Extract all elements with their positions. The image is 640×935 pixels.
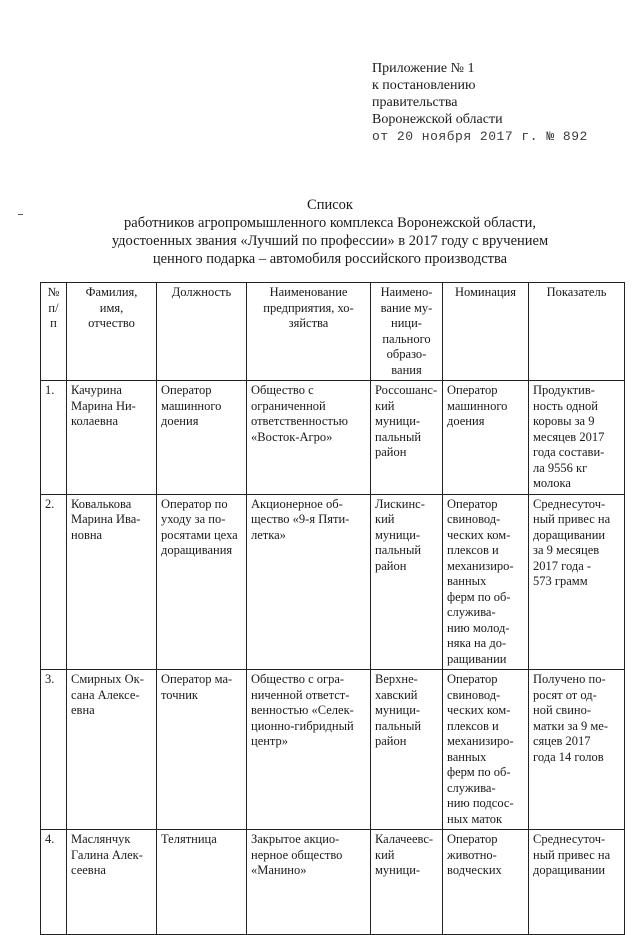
cell-line: муници- — [375, 414, 421, 428]
cell-line: механизиро- — [447, 558, 514, 573]
cell-line: ограниченной — [251, 398, 326, 413]
header-cell — [371, 283, 443, 381]
title-line: работников агропромышленного комплекса Воронежской области, — [124, 215, 536, 231]
cell-line: молока — [533, 476, 571, 490]
cell-line: Калачеевс- — [375, 832, 434, 846]
municipality-cell — [371, 830, 443, 935]
cell-line: ный привес на — [533, 512, 611, 526]
indicator-cell — [529, 830, 625, 935]
cell-line: Оператор — [447, 832, 498, 846]
position-cell — [157, 381, 247, 495]
cell-line: кий — [375, 847, 395, 862]
cell-line: ционно-гибридный — [251, 718, 354, 733]
cell-line: животно- — [447, 847, 497, 862]
cell-line: уходу за по- — [161, 512, 226, 526]
cell-line: муници- — [375, 527, 421, 542]
cell-line: свиновод- — [447, 512, 501, 526]
cell-line: точник — [161, 687, 198, 702]
position-cell — [157, 670, 247, 830]
cell-line: Марина Ни- — [71, 398, 136, 413]
cell-line: евна — [71, 703, 95, 717]
position-cell — [157, 830, 247, 935]
cell-line: доращивания — [161, 543, 233, 557]
cell-line: 573 грамм — [533, 574, 588, 588]
cell-line: Оператор по — [161, 496, 228, 511]
cell-line: зяйства — [288, 316, 329, 330]
cell-line: Должность — [171, 285, 232, 299]
title-line: удостоенных звания «Лучший по профессии» в 2017 году с вручением — [111, 233, 549, 249]
appendix-ref-line: к постановлению — [372, 78, 476, 93]
cell-line: месяцев 2017 — [533, 429, 605, 444]
cell-line: ной свино- — [533, 703, 591, 717]
cell-line: ванных — [447, 749, 487, 764]
cell-line: плексов и — [447, 718, 499, 733]
cell-line: колаевна — [71, 414, 118, 428]
cell-line: пального — [382, 331, 431, 346]
cell-line: доращивании — [533, 527, 606, 542]
header-cell — [67, 283, 157, 381]
cell-line: ращивании — [447, 651, 507, 666]
cell-line: ферм по об- — [447, 765, 511, 779]
cell-line: ческих ком- — [447, 527, 511, 542]
header-cell — [443, 283, 529, 381]
cell-line: 4. — [45, 832, 55, 846]
cell-line: район — [375, 734, 407, 748]
cell-line: муници- — [375, 703, 421, 717]
indicator-cell — [529, 381, 625, 495]
cell-line: свиновод- — [447, 687, 501, 702]
cell-line: ных маток — [447, 811, 503, 826]
awardees-table — [40, 282, 625, 935]
cell-line: муници- — [375, 863, 421, 877]
cell-line: Среднесуточ- — [533, 832, 606, 846]
header-cell — [157, 283, 247, 381]
cell-line: Марина Ива- — [71, 512, 141, 526]
cell-line: Лискинс- — [375, 496, 425, 511]
cell-line: кий — [375, 398, 395, 413]
cell-line: росятами цеха — [161, 527, 238, 542]
title-line: ценного подарка – автомобиля российского производства — [152, 251, 508, 267]
cell-line: предприятия, хо- — [263, 300, 354, 315]
cell-line: Акционерное об- — [251, 496, 343, 511]
cell-line: вания — [391, 362, 422, 377]
enterprise-cell — [247, 830, 371, 935]
nomination-cell — [443, 381, 529, 495]
full-name-cell — [67, 494, 157, 670]
row-number-cell — [41, 830, 67, 935]
cell-line: Фамилия, — [85, 285, 138, 299]
cell-line: Оператор — [161, 383, 212, 397]
cell-line: № — [47, 285, 60, 299]
cell-line: сана Алексе- — [71, 687, 140, 702]
cell-line: ници- — [391, 316, 422, 330]
cell-line: «Манино» — [251, 863, 307, 877]
cell-line: «Восток-Агро» — [251, 429, 333, 444]
cell-line: п — [50, 316, 57, 330]
table-row — [41, 494, 625, 670]
cell-line: пальный — [375, 429, 422, 444]
cell-line: Оператор — [447, 672, 498, 686]
enterprise-cell — [247, 381, 371, 495]
cell-line: пальный — [375, 718, 422, 733]
cell-line: Телятница — [161, 832, 217, 846]
cell-line: ниченной ответст- — [251, 687, 350, 702]
row-number-cell — [41, 494, 67, 670]
cell-line: Получено по- — [533, 672, 606, 686]
appendix-block — [372, 60, 622, 145]
cell-line: новна — [71, 527, 103, 542]
cell-line: нию подсос- — [447, 796, 514, 810]
cell-line: Качурина — [71, 383, 122, 397]
cell-line: Ковалькова — [71, 496, 132, 511]
position-cell — [157, 494, 247, 670]
header-cell — [529, 283, 625, 381]
cell-line: машинного — [161, 398, 222, 413]
cell-line: служива- — [447, 605, 496, 619]
cell-line: Закрытое акцио- — [251, 832, 340, 846]
cell-line: венностью «Селек- — [251, 703, 354, 717]
nomination-cell — [443, 494, 529, 670]
appendix-number: Приложение № 1 — [372, 61, 475, 76]
cell-line: 1. — [45, 383, 55, 397]
cell-line: 3. — [45, 672, 55, 686]
cell-line: ванных — [447, 574, 487, 588]
table-header-row — [41, 283, 625, 381]
cell-line: сяцев 2017 — [533, 734, 591, 748]
cell-line: ческих ком- — [447, 703, 511, 717]
cell-line: район — [375, 445, 407, 459]
cell-line: Россошанс- — [375, 383, 438, 397]
cell-line: 2017 года - — [533, 558, 592, 573]
cell-line: вание му- — [380, 300, 433, 315]
table-row — [41, 830, 625, 935]
document-title — [60, 196, 600, 268]
cell-line: доения — [447, 414, 485, 428]
municipality-cell — [371, 494, 443, 670]
municipality-cell — [371, 381, 443, 495]
cell-line: Продуктив- — [533, 383, 595, 397]
full-name-cell — [67, 670, 157, 830]
header-cell — [247, 283, 371, 381]
cell-line: ность одной — [533, 398, 598, 413]
cell-line: Маслянчук — [71, 832, 131, 846]
cell-line: ла 9556 кг — [533, 460, 588, 475]
cell-line: летка» — [251, 527, 286, 542]
appendix-authority: правительства — [372, 95, 458, 110]
cell-line: Общество с — [251, 383, 314, 397]
cell-line: центр» — [251, 734, 289, 748]
cell-line: хавский — [375, 687, 418, 702]
full-name-cell — [67, 830, 157, 935]
cell-line: служива- — [447, 780, 496, 795]
cell-line: нию молод- — [447, 620, 510, 635]
cell-line: доения — [161, 414, 199, 428]
cell-line: Оператор — [447, 496, 498, 511]
cell-line: механизиро- — [447, 734, 514, 748]
nomination-cell — [443, 670, 529, 830]
cell-line: 2. — [45, 496, 55, 511]
enterprise-cell — [247, 670, 371, 830]
cell-line: образо- — [386, 347, 427, 361]
cell-line: машинного — [447, 398, 508, 413]
indicator-cell — [529, 494, 625, 670]
cell-line: года 14 голов — [533, 749, 604, 764]
cell-line: доращивании — [533, 863, 606, 877]
table-row — [41, 381, 625, 495]
cell-line: Показатель — [546, 285, 607, 299]
header-cell — [41, 283, 67, 381]
decree-date-number: от 20 ноября 2017 г. № 892 — [372, 129, 588, 144]
cell-line: кий — [375, 512, 395, 526]
table-body — [41, 381, 625, 935]
appendix-region: Воронежской области — [372, 112, 503, 127]
cell-line: росят от од- — [533, 687, 597, 702]
cell-line: ответственностью — [251, 414, 348, 428]
cell-line: район — [375, 558, 407, 573]
full-name-cell — [67, 381, 157, 495]
cell-line: Номинация — [454, 285, 516, 299]
cell-line: Верхне- — [375, 672, 418, 686]
cell-line: имя, — [99, 300, 124, 315]
cell-line: щество «9-я Пяти- — [251, 512, 350, 526]
cell-line: плексов и — [447, 543, 499, 557]
cell-line: Среднесуточ- — [533, 496, 606, 511]
cell-line: Оператор ма- — [161, 672, 233, 686]
cell-line: ферм по об- — [447, 589, 511, 604]
row-number-cell — [41, 670, 67, 830]
cell-line: Оператор — [447, 383, 498, 397]
cell-line: сеевна — [71, 863, 106, 877]
cell-line: коровы за 9 — [533, 414, 595, 428]
title-heading: Список — [307, 197, 353, 213]
enterprise-cell — [247, 494, 371, 670]
cell-line: водческих — [447, 863, 502, 877]
cell-line: пальный — [375, 543, 422, 557]
cell-line: п/ — [48, 300, 59, 315]
margin-mark — [18, 214, 23, 215]
municipality-cell — [371, 670, 443, 830]
cell-line: матки за 9 ме- — [533, 718, 609, 733]
cell-line: ный привес на — [533, 847, 611, 862]
cell-line: отчество — [88, 316, 135, 330]
indicator-cell — [529, 670, 625, 830]
cell-line: года состави- — [533, 445, 605, 459]
cell-line: Наимено- — [380, 285, 433, 299]
cell-line: Галина Алек- — [71, 847, 143, 862]
cell-line: няка на до- — [447, 636, 507, 650]
cell-line: нерное общество — [251, 847, 343, 862]
nomination-cell — [443, 830, 529, 935]
row-number-cell — [41, 381, 67, 495]
cell-line: Наименование — [269, 285, 348, 299]
table-row — [41, 670, 625, 830]
cell-line: Смирных Ок- — [71, 672, 144, 686]
cell-line: за 9 месяцев — [533, 543, 600, 557]
cell-line: Общество с огра- — [251, 672, 345, 686]
